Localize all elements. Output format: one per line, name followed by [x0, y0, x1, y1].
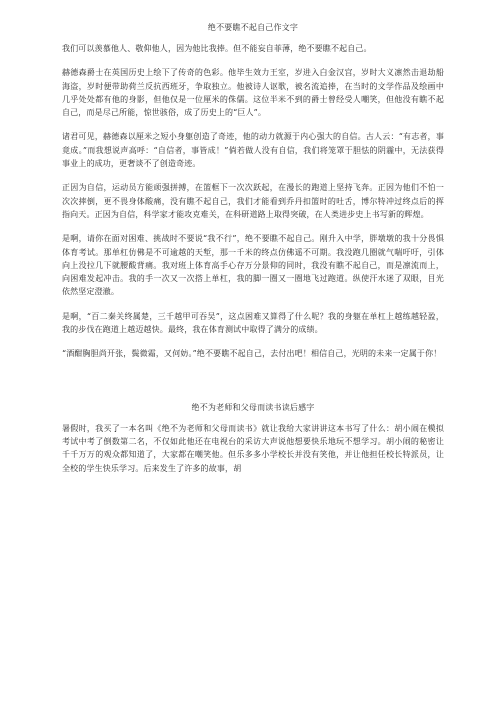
article-paragraph: 是啊，请你在面对困难、挑战时不要说“我不行”，绝不要瞧不起自己。刚升入中学，胖墩墩的我十分畏惧体育考试。那单杠仿佛是不可逾越的天堑，那一千米的终点仿佛遥不可期。我没跑几圈就气喘吁吁，引体向上没拉几下就腰酸背痛。我对班上体育高手心存万分景仰的同时，我没有瞧不起自己，而是凛流而上，向困难发起冲击。我的手一次又一次搭上单杠，我的脚一圈又一圈地飞过跑道。纵使汗水迷了双眼，目光依然坚定澄澈。 [62, 234, 444, 297]
article-paragraph: 诸君可见，赫德森以厘米之短小身躯创造了奇迹，他的动力就源于内心强大的自信。古人云：“有志者，事竟成。”而我想说声高呼：“自信者，事皆成！”倘若做人没有自信，我们将笼罩于胆怯的阴霾中，无法获得事业上的成功，更奢谈不了创造奇迹。 [62, 132, 444, 169]
article-paragraph: 正因为自信，运动员方能顽强拼搏，在篮框下一次次跃起，在漫长的跑道上坚持飞奔。正因为他们不怕一次次摔倒，更不畏身体酸痛，没有瞧不起自己，我们才能看到乔丹扣篮时的吐舌，博尔特冲过终点后的挥指向天。正因为自信，科学家才能攻克难关，在科研道路上取得突破，在人类进步史上书写新的辉煌。 [62, 183, 444, 219]
article-title: 绝不为老师和父母而读书读后感字 [191, 402, 315, 412]
section-gap [62, 372, 444, 402]
article-title: 绝不要瞧不起自己作文字 [207, 23, 299, 32]
article-paragraph: 暑假时，我买了一本名叫《绝不为老师和父母而读书》就让我给大家讲讲这本书写了什么：胡小闹在模拟考试中考了倒数第二名，不仅如此他还在电视台的采访大声说他想要快乐地玩不想学习。胡小闹的秘密让千千万万的观众都知道了，大家都在嘲笑他。但乐多多小学校长并没有笑他，并让他担任校长特派员，让全校的学生快乐学习。后来发生了许多的故事，胡 [62, 423, 444, 473]
article-paragraph: “酒酣胸胆尚开张，鬓微霜，又何妨。”绝不要瞧不起自己，去付出吧！相信自己，光明的未来一定属于你！ [62, 349, 442, 359]
article-paragraph: 是啊，“百二秦关终属楚，三千越甲可吞吴”，这点困难又算得了什么呢？我的身躯在单杠上越练越轻盈，我的步伐在跑道上越迈越快。最终，我在体育测试中取得了满分的成绩。 [62, 311, 444, 335]
article-paragraph: 赫德森爵士在英国历史上绘下了传奇的色彩。他毕生效力王室，岁进入白金汉宫，岁时大义凛然击退劫船海盗，岁时便带助荷兰反抗西班牙，争取独立。他被诗人讴歌，被名流追捧，在当时的文学作品及绘画中几乎处处都有他的身影，但他仅是一位厘米的侏儒。这位半米不到的爵士曾经受人嘲笑，但他没有瞧不起自己，而是尽己所能，惊世骇俗，成了历史上的“巨人”。 [62, 68, 444, 118]
article-paragraph: 我们可以羡慕他人、敬仰他人，因为他比我捧。但不能妄自菲薄，绝不要瞧不起自己。 [62, 44, 372, 53]
